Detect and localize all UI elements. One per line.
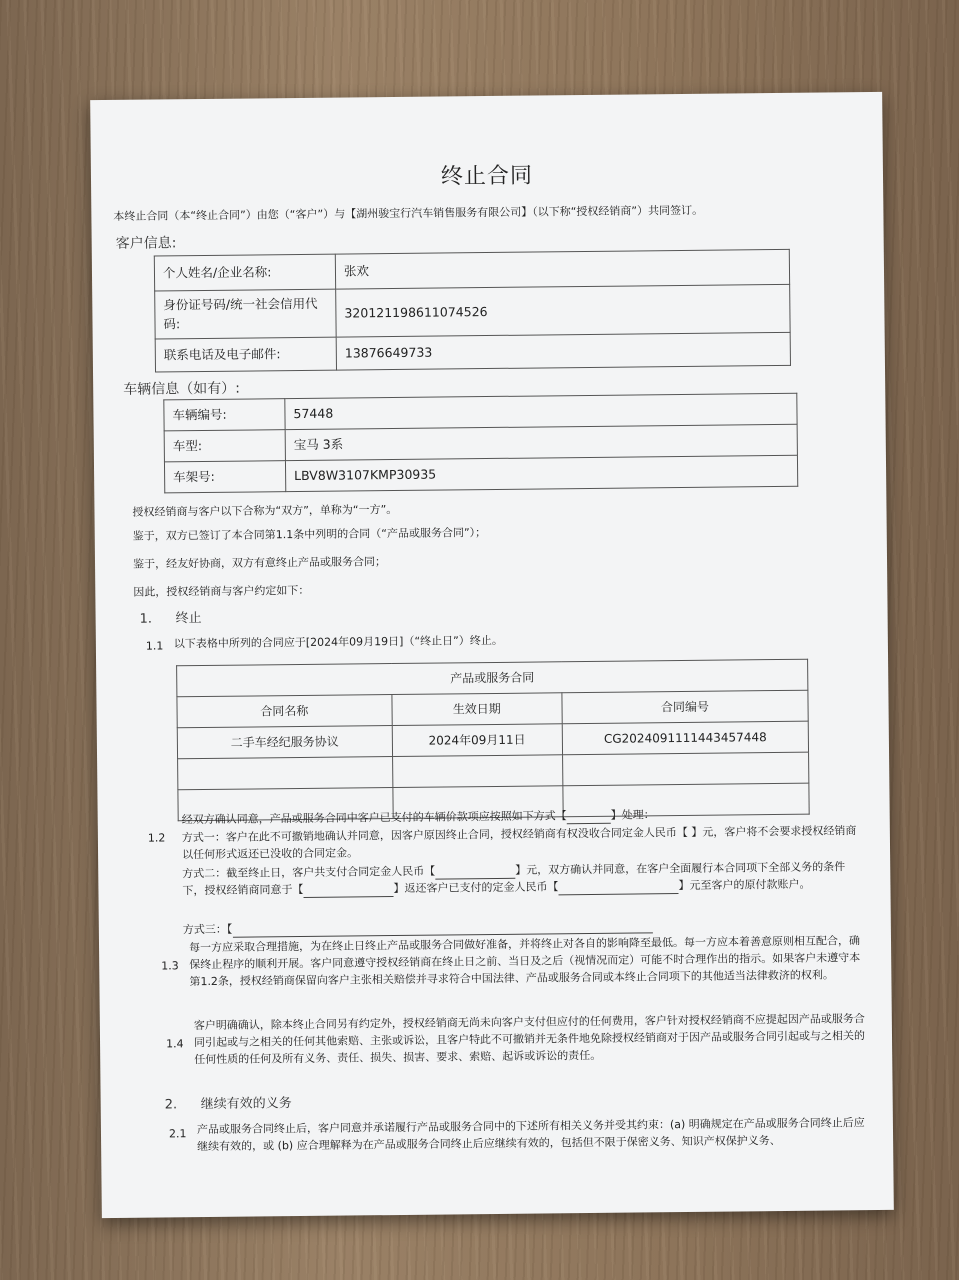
- clause-1-2-lead: 经双方确认同意，产品或服务合同中客户已支付的车辆价款项应按照如下方式【: [181, 809, 567, 827]
- clause-1-1-number: 1.1: [145, 639, 164, 653]
- refund-amount-blank: [558, 882, 678, 895]
- clause-1-1-text: 以下表格中所列的合同应于[2024年09月19日]（“终止日”）终止。: [173, 633, 503, 651]
- clause-1-4-number: 1.4: [165, 1037, 184, 1051]
- clause-1-2-tail: 】处理：: [610, 808, 655, 822]
- option-2-part-4: 】元至客户的原付款账户。: [678, 877, 811, 893]
- table-row: [155, 332, 790, 372]
- vin-label: 车架号:: [164, 461, 285, 493]
- column-header: 合同名称: [177, 695, 392, 728]
- clause-2-1-number: 2.1: [168, 1127, 187, 1141]
- option-3-label: 方式三：【: [182, 922, 233, 937]
- name-label: 个人姓名/企业名称:: [154, 254, 335, 291]
- vehicle-info-table: [163, 393, 798, 494]
- clause-1-4-text: 客户明确确认，除本终止合同另有约定外，授权经销商无尚未向客户支付但应付的任何费用，客户针对授权经销商不应提起因产品或服务合同引起或与之相关的任何其他索赔、主张或诉讼，且客户特此不可撤销并无条件地免除授权经销商对于因产品或服务合同引起或与之相关的任何性质的任何及所有义务、责任、损失、损害、要求、索赔、起诉或诉讼的责任。: [193, 1012, 866, 1067]
- option-2-part-1: 方式二：截至终止日，客户共支付合同定金人民币【: [182, 864, 436, 881]
- recital-whereas-1: 鉴于，双方已签订了本合同第1.1条中列明的合同（“产品或服务合同”）；: [132, 526, 487, 543]
- option-2-part-3: 】返还客户已支付的定金人民币【: [393, 880, 559, 896]
- option-2-part-2: 】元，双方确认并同意，在客户全面履行本合同项下全部义务的条件下，授权经销商同意于【: [182, 860, 846, 898]
- deposit-amount-blank: [435, 867, 515, 880]
- section-2-number: 2.: [164, 1097, 178, 1113]
- recital-therefore: 因此，授权经销商与客户约定如下：: [133, 583, 310, 599]
- column-header: 生效日期: [391, 693, 562, 726]
- id-label: 身份证号码/统一社会信用代码:: [155, 289, 336, 339]
- section-1-title: 终止: [175, 611, 202, 627]
- table-cell: [392, 755, 563, 788]
- recital-whereas-2: 鉴于，经友好协商，双方有意终止产品或服务合同；: [132, 555, 387, 571]
- clause-2-1-text: 产品或服务合同终止后，客户同意并承诺履行产品或服务合同中的下述所有相关义务并受其约束：(a) 明确规定在产品或服务合同终止后应继续有效的，或 (b) 应合理解释为在产品或服务合同终止后应继续有效的，包括但不限于保密义务、知识产权保护义务、: [196, 1116, 865, 1154]
- table-cell: CG2024091111443457448: [562, 721, 808, 755]
- contract-paper: [90, 92, 894, 1218]
- contracts-table-caption: 产品或服务合同: [177, 659, 808, 697]
- clause-1-2-number: 1.2: [147, 831, 166, 845]
- section-1-number: 1.: [139, 611, 153, 627]
- contact-value: 13876649733: [336, 332, 790, 370]
- refund-date-blank: [303, 885, 393, 898]
- vehicle-info-heading: 车辆信息（如有）:: [123, 380, 240, 398]
- vehicle-no-value: 57448: [285, 393, 797, 429]
- model-label: 车型:: [164, 430, 285, 462]
- intro-paragraph: 本终止合同（本“终止合同”）由您（“客户”）与【湖州骏宝行汽车销售服务有限公司】（以下称“授权经销商”）共同签订。: [113, 203, 704, 223]
- vehicle-no-label: 车辆编号:: [164, 399, 285, 431]
- document-title: 终止合同: [440, 163, 534, 190]
- method-blank: [567, 812, 611, 824]
- customer-info-heading: 客户信息:: [115, 235, 177, 252]
- clause-1-3-text: 每一方应采取合理措施，为在终止日终止产品或服务合同做好准备，并将终止对各自的影响降至最低。每一方应本着善意原则相互配合，确保终止程序的顺利开展。客户同意遵守授权经销商在终止日之前、当日及之后（视情况而定）可能不时合理作出的指示。如果客户未遵守本第1.2条，授权经销商保留向客户主张相关赔偿并寻求符合中国法律、产品或服务合同或本终止合同项下的其他适当法律救济的权利。: [188, 934, 861, 989]
- table-row: [164, 455, 797, 493]
- customer-info-table: [154, 249, 791, 372]
- option-1-text: 方式一：客户在此不可撤销地确认并同意，因客户原因终止合同，授权经销商有权没收合同定金人民币【 】元，客户将不会要求授权经销商以任何形式返还已没收的合同定金。: [181, 824, 857, 862]
- table-row: [155, 284, 790, 338]
- id-value: 320121198611074526: [336, 284, 790, 337]
- table-cell: [178, 757, 393, 790]
- vin-value: LBV8W3107KMP30935: [285, 455, 797, 491]
- section-2-title: 继续有效的义务: [200, 1096, 292, 1113]
- option-2-text: [182, 858, 862, 899]
- table-cell: 2024年09月11日: [392, 724, 563, 757]
- clause-1-3-number: 1.3: [161, 959, 179, 973]
- contracts-table: [176, 659, 810, 822]
- contact-label: 联系电话及电子邮件:: [155, 337, 336, 372]
- name-value: 张欢: [335, 249, 789, 289]
- table-cell: 二手车经纪服务协议: [177, 726, 392, 759]
- table-cell: [562, 752, 808, 786]
- column-header: 合同编号: [562, 690, 808, 724]
- model-value: 宝马 3系: [285, 424, 797, 460]
- recital-parties: 授权经销商与客户以下合称为“双方”，单称为“一方”。: [132, 502, 398, 519]
